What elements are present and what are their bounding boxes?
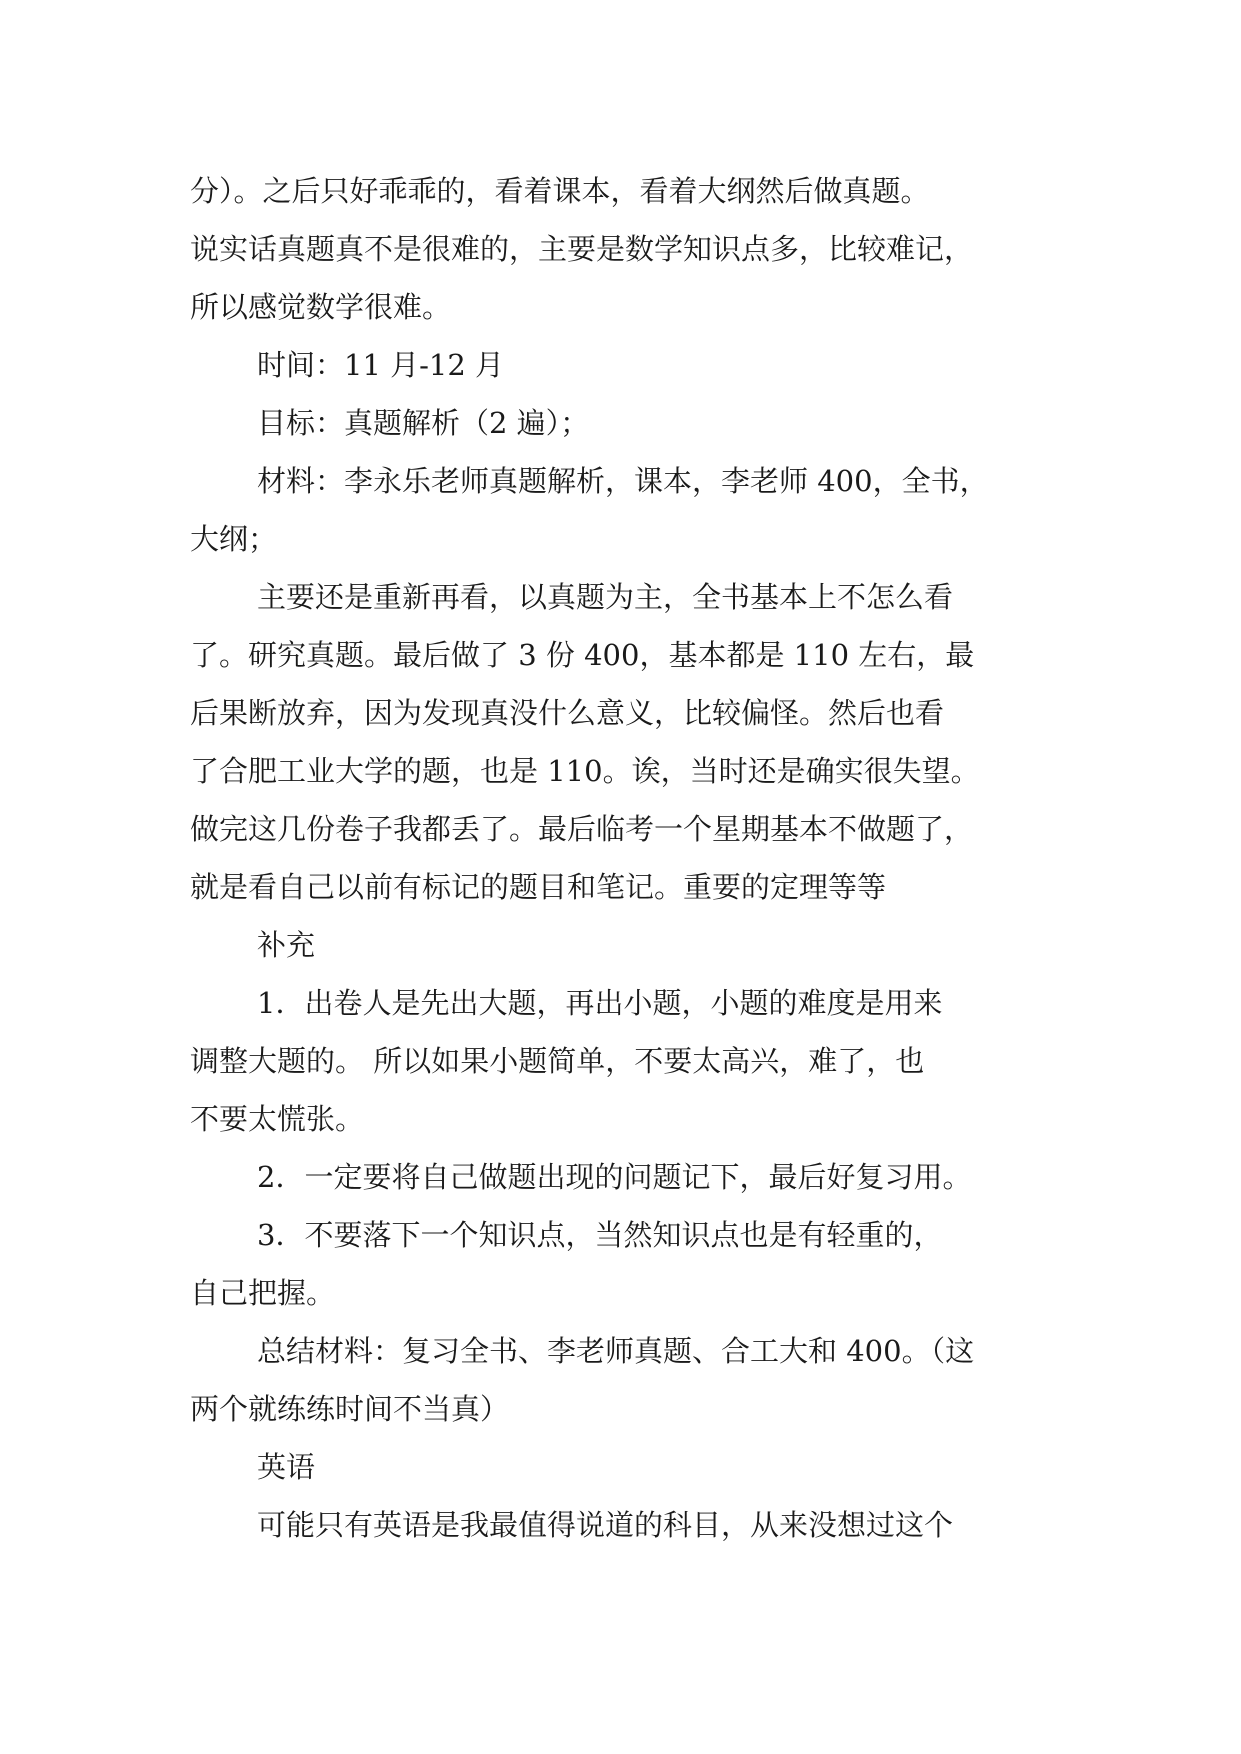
text-line: 说实话真题真不是很难的，主要是数学知识点多，比较难记， xyxy=(190,232,974,266)
text-line: 补充 xyxy=(257,928,316,962)
text-line: 两个就练练时间不当真） xyxy=(190,1392,510,1426)
text-line: 主要还是重新再看，以真题为主，全书基本上不怎么看 xyxy=(257,580,954,614)
text-line: 3．不要落下一个知识点，当然知识点也是有轻重的， xyxy=(257,1218,943,1252)
text-line: 目标：真题解析（2 遍）； xyxy=(257,406,590,440)
text-line: 调整大题的。 所以如果小题简单，不要太高兴，难了，也 xyxy=(190,1044,925,1078)
text-line: 可能只有英语是我最值得说道的科目，从来没想过这个 xyxy=(257,1508,954,1542)
text-line: 了。研究真题。最后做了 3 份 400，基本都是 110 左右，最 xyxy=(190,638,975,672)
text-line: 英语 xyxy=(257,1450,316,1484)
text-line: 大纲； xyxy=(190,522,278,556)
document-body xyxy=(190,162,1050,1554)
text-line: 不要太慌张。 xyxy=(190,1102,365,1136)
text-line: 做完这几份卷子我都丢了。最后临考一个星期基本不做题了， xyxy=(190,812,974,846)
text-line: 自己把握。 xyxy=(190,1276,336,1310)
text-line: 了合肥工业大学的题，也是 110。诶，当时还是确实很失望。 xyxy=(190,754,980,788)
text-line: 2．一定要将自己做题出现的问题记下，最后好复习用。 xyxy=(257,1160,972,1194)
text-line: 分）。之后只好乖乖的，看着课本，看着大纲然后做真题。 xyxy=(190,174,930,208)
text-line: 时间：11 月-12 月 xyxy=(257,348,505,382)
text-line: 材料：李永乐老师真题解析，课本，李老师 400，全书， xyxy=(257,464,989,498)
text-line: 就是看自己以前有标记的题目和笔记。重要的定理等等 xyxy=(190,870,887,904)
text-line: 所以感觉数学很难。 xyxy=(190,290,452,324)
text-line: 总结材料：复习全书、李老师真题、合工大和 400。（这 xyxy=(257,1334,975,1368)
text-line: 1．出卷人是先出大题，再出小题，小题的难度是用来 xyxy=(257,986,943,1020)
text-line: 后果断放弃，因为发现真没什么意义，比较偏怪。然后也看 xyxy=(190,696,945,730)
